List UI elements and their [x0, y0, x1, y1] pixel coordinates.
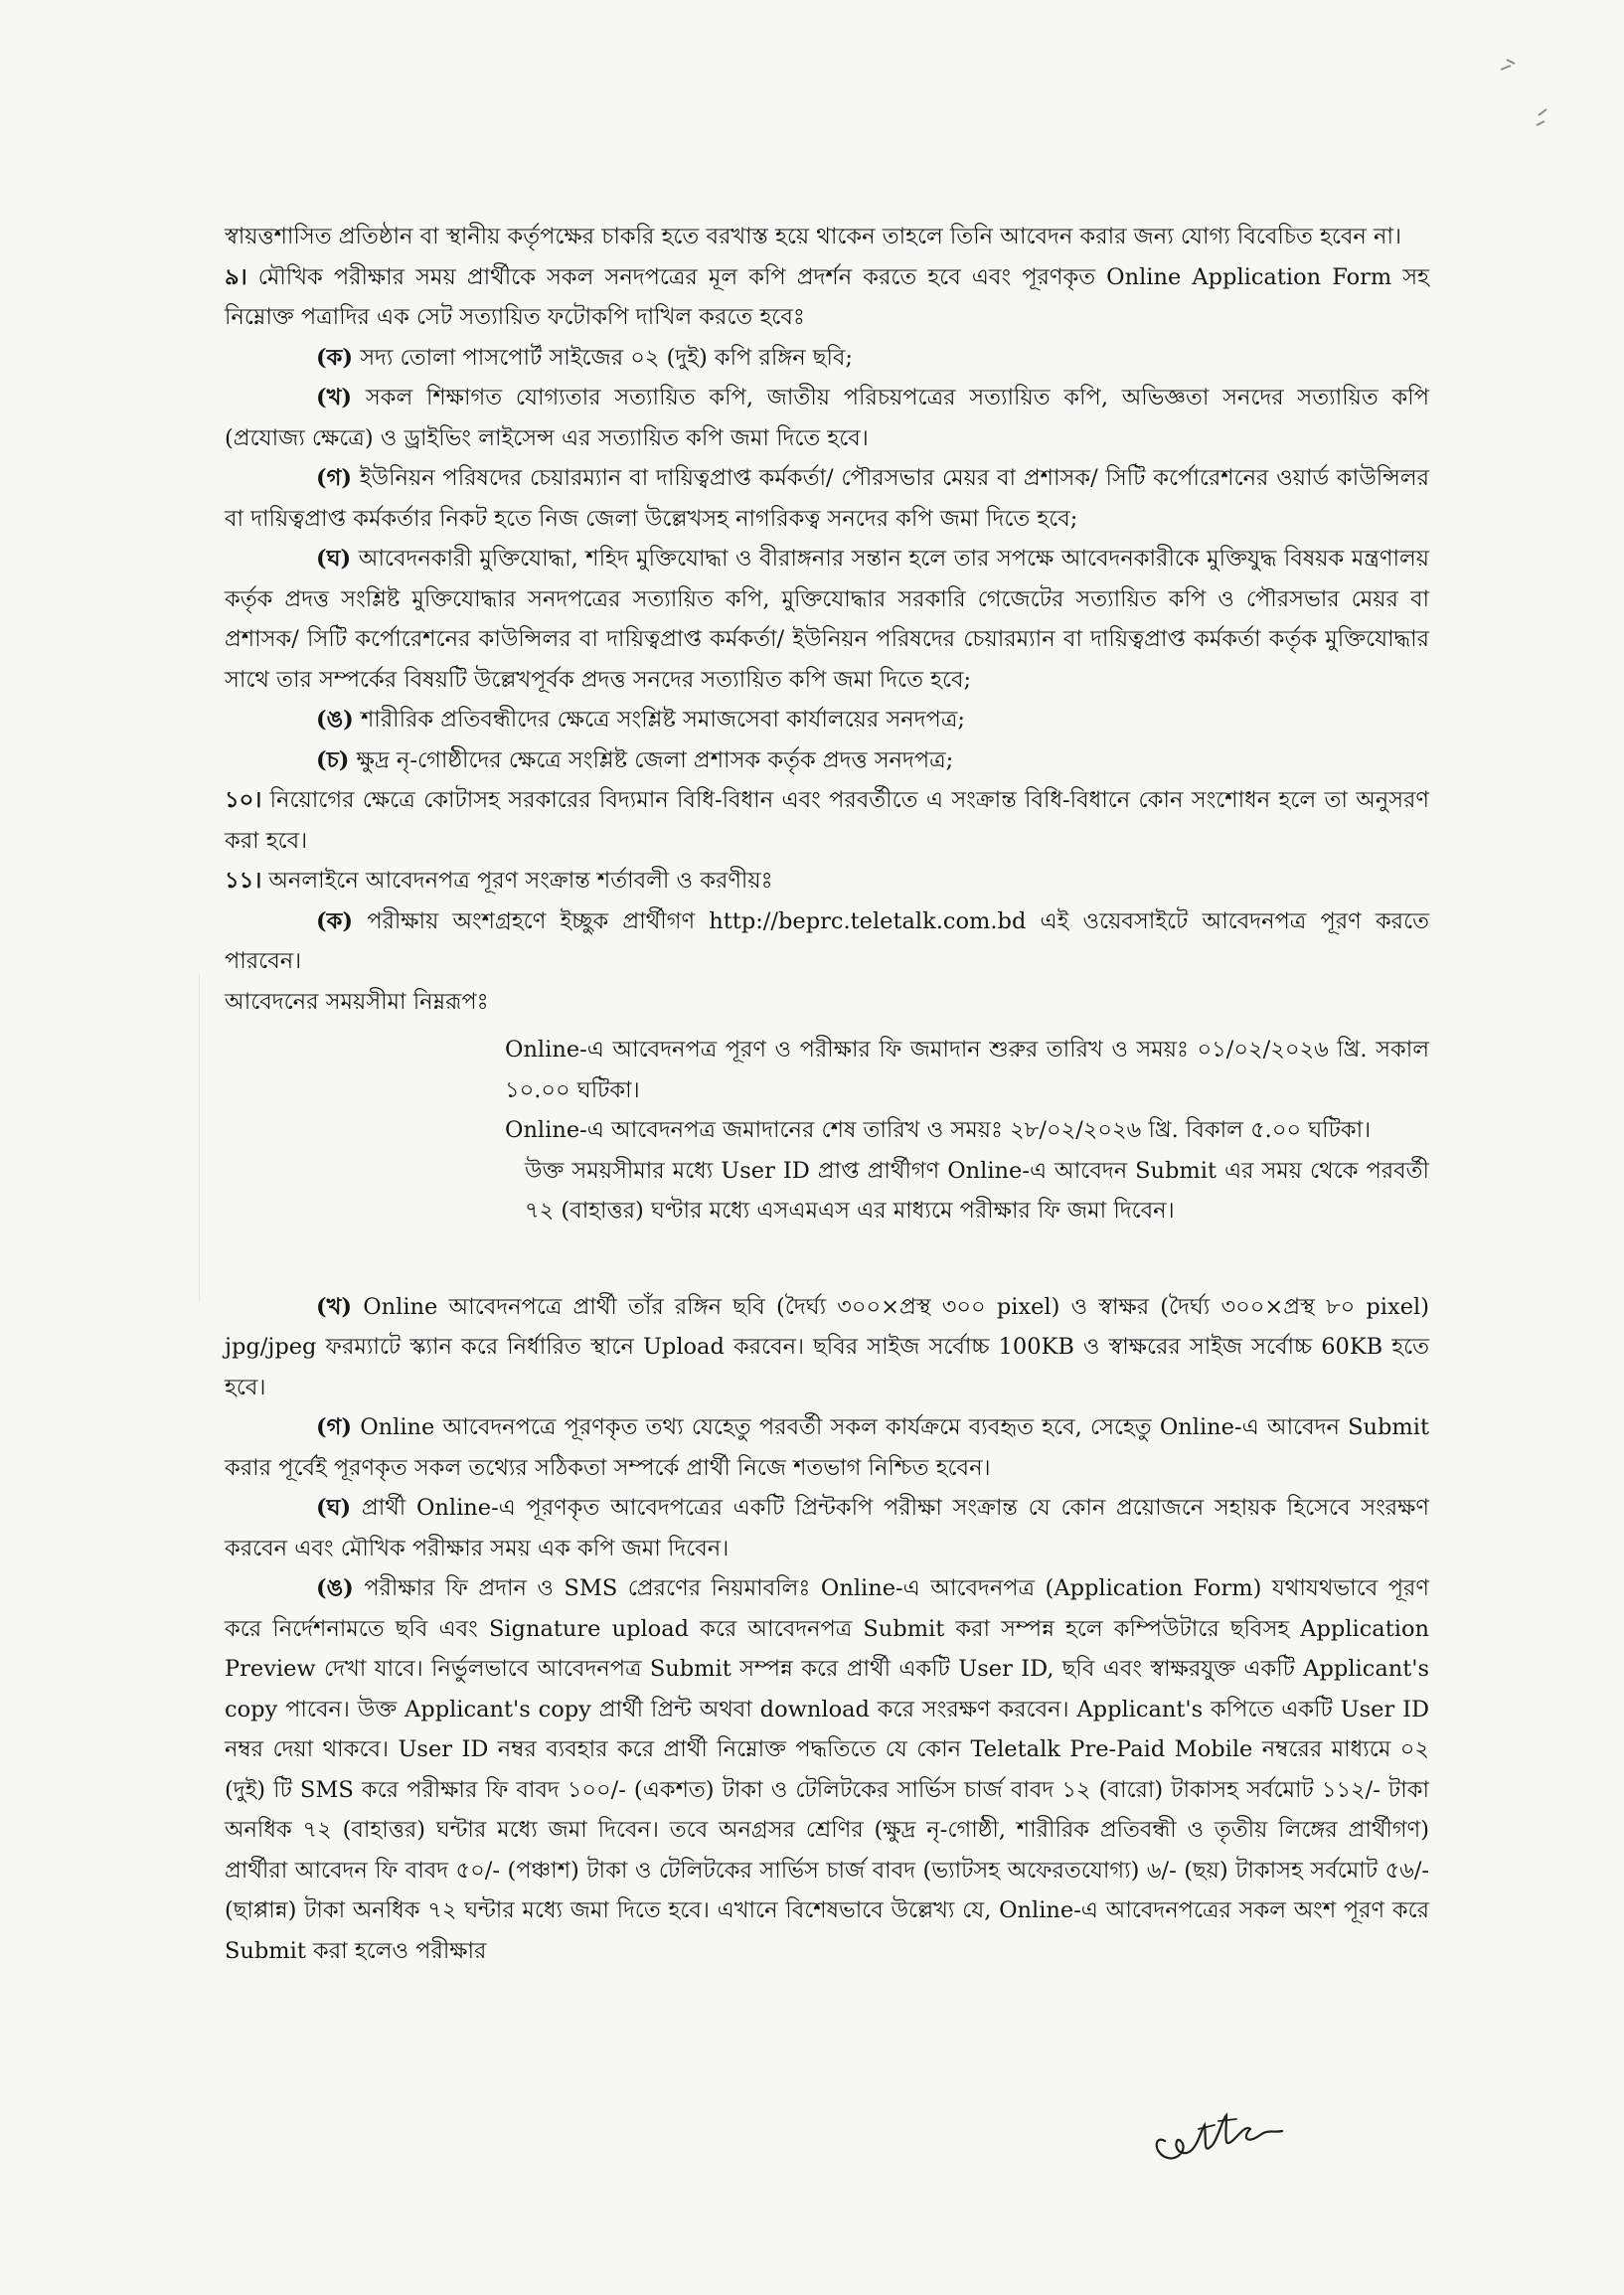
clause-11-kha-label: (খ): [316, 1293, 353, 1320]
clause-11-gha-text: প্রার্থী Online-এ পূরণকৃত আবেদপত্রের একটি প্রিন্টকপি পরীক্ষা সংক্রান্ত যে কোন প্রয়োজনে সহায়ক হিসেবে সংরক্ষণ করবেন এবং মৌখিক পরীক্ষার সময় এক কপি জমা দিবেন।: [225, 1495, 1429, 1561]
clause-11-gha: [225, 1488, 1429, 1568]
clause-11-kha: [225, 1287, 1429, 1408]
clause-11-ga-label: (গ): [316, 1414, 353, 1440]
clause-9-cha-label: (চ): [316, 746, 350, 773]
deadline-heading: আবেদনের সময়সীমা নিম্নরূপঃ: [225, 988, 489, 1015]
clause-11-ka: [225, 902, 1429, 982]
clause-11: [225, 861, 1429, 902]
clause-9-cha-text: ক্ষুদ্র নৃ-গোষ্ঠীদের ক্ষেত্রে সংশ্লিষ্ট জেলা প্রশাসক কর্তৃক প্রদত্ত সনদপত্র;: [349, 746, 954, 773]
clause-9-text: মৌখিক পরীক্ষার সময় প্রার্থীকে সকল সনদপত্রের মূল কপি প্রদর্শন করতে হবে এবং পূরণকৃত Online Application Form সহ নিম্নোক্ত পত্রাদির এক সেট সত্যায়িত ফটোকপি দাখিল করতে হবেঃ: [225, 263, 1429, 330]
schedule-end: Online-এ আবেদনপত্র জমাদানের শেষ তারিখ ও সময়ঃ ২৮/০২/২০২৬ খ্রি. বিকাল ৫.০০ ঘটিকা।: [505, 1117, 1372, 1143]
clause-9-ga: [225, 458, 1429, 539]
clause-9-gha: [225, 539, 1429, 700]
clause-11-number: ১১।: [225, 868, 262, 894]
clause-9-umo-label: (ঙ): [316, 707, 354, 733]
clause-9-umo: [225, 700, 1429, 740]
clause-9-kha-text: সকল শিক্ষাগত যোগ্যতার সত্যায়িত কপি, জাতীয় পরিচয়পত্রের সত্যায়িত কপি, অভিজ্ঞতা সনদের সত্যায়িত কপি (প্রযোজ্য ক্ষেত্রে) ও ড্রাইভিং লাইসেন্স এর সত্যায়িত কপি জমা দিতে হবে।: [225, 385, 1429, 451]
scan-mark: [1487, 48, 1556, 137]
schedule-note: উক্ত সময়সীমার মধ্যে User ID প্রাপ্ত প্রার্থীগণ Online-এ আবেদন Submit এর সময় থেকে পরবর্তী ৭২ (বাহাত্তর) ঘণ্টার মধ্যে এসএমএস এর মাধ্যমে পরীক্ষার ফি জমা দিবেন।: [525, 1157, 1429, 1224]
clause-11-text: অনলাইনে আবেদনপত্র পূরণ সংক্রান্ত শর্তাবলী ও করণীয়ঃ: [261, 868, 773, 894]
clause-11-gha-label: (ঘ): [316, 1495, 352, 1521]
clause-11-umo-label: (ঙ): [316, 1575, 354, 1601]
paragraph-continuation: স্বায়ত্তশাসিত প্রতিষ্ঠান বা স্থানীয় কর্তৃপক্ষের চাকরি হতে বরখাস্ত হয়ে থাকেন তাহলে তিনি আবেদন করার জন্য যোগ্য বিবেচিত হবেন না।: [225, 224, 1402, 249]
clause-9-ka: [225, 338, 1429, 379]
clause-11-ka-label: (ক): [316, 907, 354, 934]
clause-11-ka-text: পরীক্ষায় অংশগ্রহণে ইচ্ছুক প্রার্থীগণ http://beprc.teletalk.com.bd এই ওয়েবসাইটে আবেদনপত্র পূরণ করতে পারবেন।: [225, 907, 1429, 974]
clause-9-ka-label: (ক): [316, 344, 354, 371]
clause-9-ga-label: (গ): [316, 465, 353, 491]
clause-9-ga-text: ইউনিয়ন পরিষদের চেয়ারম্যান বা দায়িত্বপ্রাপ্ত কর্মকর্তা/ পৌরসভার মেয়র বা প্রশাসক/ সিটি কর্পোরেশনের ওয়ার্ড কাউন্সিলর বা দায়িত্বপ্রাপ্ত কর্মকর্তার নিকট হতে নিজ জেলা উল্লেখসহ নাগরিকত্ব সনদের কপি জমা দিতে হবে;: [225, 465, 1429, 532]
clause-9-ka-text: সদ্য তোলা পাসপোর্ট সাইজের ০২ (দুই) কপি রঙ্গিন ছবি;: [353, 344, 853, 371]
clause-10-number: ১০।: [225, 787, 262, 813]
clause-10-text: নিয়োগের ক্ষেত্রে কোটাসহ সরকারের বিদ্যমান বিধি-বিধান এবং পরবর্তীতে এ সংক্রান্ত বিধি-বিধানে কোন সংশোধন হলে তা অনুসরণ করা হবে।: [225, 787, 1429, 854]
clause-11-ga-text: Online আবেদনপত্রে পূরণকৃত তথ্য যেহেতু পরবর্তী সকল কার্যক্রমে ব্যবহৃত হবে, সেহেতু Online-এ আবেদন Submit করার পূর্বেই পূরণকৃত সকল তথ্যের সঠিকতা সম্পর্কে প্রার্থী নিজে শতভাগ নিশ্চিত হবেন।: [225, 1414, 1429, 1481]
clause-9-kha: [225, 378, 1429, 458]
clause-10: [225, 780, 1429, 861]
spacer: [225, 1239, 1429, 1287]
schedule-start: Online-এ আবেদনপত্র পূরণ ও পরীক্ষার ফি জমাদান শুরুর তারিখ ও সময়ঃ ০১/০২/২০২৬ খ্রি. সকাল ১০.০০ ঘটিকা।: [505, 1037, 1429, 1103]
clause-11-umo-text: পরীক্ষার ফি প্রদান ও SMS প্রেরণের নিয়মাবলিঃ Online-এ আবেদনপত্র (Application Form) যথাযথভাবে পূরণ করে নির্দেশনামতে ছবি এবং Signature upload করে আবেদনপত্র Submit করা সম্পন্ন হলে কম্পিউটারে ছবিসহ Application Preview দেখা যাবে। নির্ভুলভাবে আবেদনপত্র Submit সম্পন্ন করে প্রার্থী একটি User ID, ছবি এবং স্বাক্ষরযুক্ত একটি Applicant's copy পাবেন। উক্ত Applicant's copy প্রার্থী প্রিন্ট অথবা download করে সংরক্ষণ করবেন। Applicant's কপিতে একটি User ID নম্বর দেয়া থাকবে। User ID নম্বর ব্যবহার করে প্রার্থী নিম্নোক্ত পদ্ধতিতে যে কোন Teletalk Pre-Paid Mobile নম্বরের মাধ্যমে ০২ (দুই) টি SMS করে পরীক্ষার ফি বাবদ ১০০/- (একশত) টাকা ও টেলিটকের সার্ভিস চার্জ বাবদ ১২ (বারো) টাকাসহ সর্বমোট ১১২/- টাকা অনধিক ৭২ (বাহাত্তর) ঘন্টার মধ্যে জমা দিবেন। তবে অনগ্রসর শ্রেণির (ক্ষুদ্র নৃ-গোষ্ঠী, শারীরিক প্রতিবন্ধী ও তৃতীয় লিঙ্গের প্রার্থীগণ) প্রার্থীরা আবেদন ফি বাবদ ৫০/- (পঞ্চাশ) টাকা ও টেলিটকের সার্ভিস চার্জ বাবদ (ভ্যাটসহ অফেরতযোগ্য) ৬/- (ছয়) টাকাসহ সর্বমোট ৫৬/- (ছাপ্পান্ন) টাকা অনধিক ৭২ ঘন্টার মধ্যে জমা দিতে হবে। এখানে বিশেষভাবে উল্লেখ্য যে, Online-এ আবেদনপত্রের সকল অংশ পূরণ করে Submit করা হলেও পরীক্ষার: [225, 1575, 1429, 1964]
scan-artifact-line: [199, 974, 200, 1302]
clause-11-kha-text: Online আবেদনপত্রে প্রার্থী তাঁর রঙ্গিন ছবি (দৈর্ঘ্য ৩০০×প্রস্থ ৩০০ pixel) ও স্বাক্ষর (দৈর্ঘ্য ৩০০×প্রস্থ ৮০ pixel) jpg/jpeg ফরম্যাটে স্ক্যান করে নির্ধারিত স্থানে Upload করবেন। ছবির সাইজ সর্বোচ্চ 100KB ও স্বাক্ষরের সাইজ সর্বোচ্চ 60KB হতে হবে।: [225, 1293, 1429, 1400]
clause-9: [225, 257, 1429, 338]
deadline-schedule: [505, 1030, 1429, 1231]
clause-11-ga: [225, 1407, 1429, 1488]
clause-9-number: ৯।: [225, 263, 247, 290]
clause-11-umo: [225, 1568, 1429, 1971]
signature-image: [1143, 2095, 1292, 2175]
document-body: [225, 217, 1429, 1971]
clause-9-gha-text: আবেদনকারী মুক্তিযোদ্ধা, শহিদ মুক্তিযোদ্ধা ও বীরাঙ্গনার সন্তান হলে তার সপক্ষে আবেদনকারীকে মুক্তিযুদ্ধ বিষয়ক মন্ত্রণালয় কর্তৃক প্রদত্ত সংশ্লিষ্ট মুক্তিযোদ্ধার সনদপত্রের সত্যায়িত কপি, মুক্তিযোদ্ধার সরকারি গেজেটের সত্যায়িত কপি ও পৌরসভার মেয়র বা প্রশাসক/ সিটি কর্পোরেশনের কাউন্সিলর বা দায়িত্বপ্রাপ্ত কর্মকর্তা/ ইউনিয়ন পরিষদের চেয়ারম্যান বা দায়িত্বপ্রাপ্ত কর্মকর্তা কর্তৃক মুক্তিযোদ্ধার সাথে তার সম্পর্কের বিষয়টি উল্লেখপূর্বক প্রদত্ত সনদের সত্যায়িত কপি জমা দিতে হবে;: [225, 546, 1429, 693]
clause-9-umo-text: শারীরিক প্রতিবন্ধীদের ক্ষেত্রে সংশ্লিষ্ট সমাজসেবা কার্যালয়ের সনদপত্র;: [353, 707, 965, 733]
clause-9-cha: [225, 740, 1429, 781]
clause-9-kha-label: (খ): [316, 385, 353, 410]
clause-9-gha-label: (ঘ): [316, 546, 352, 572]
